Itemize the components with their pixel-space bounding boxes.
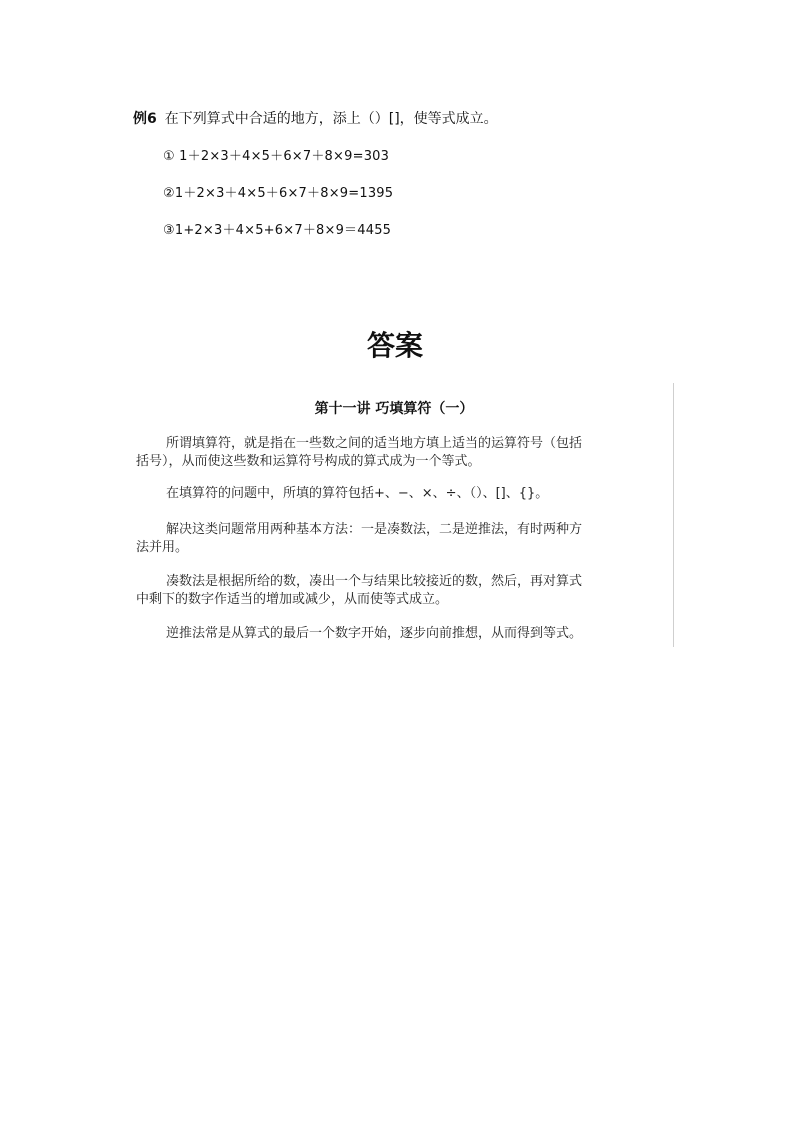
answer-heading: 答案 — [367, 329, 424, 362]
equation-2: ②1＋2×3＋4×5＋6×7＋8×9=1395 — [163, 186, 394, 201]
example-label: 例6 — [133, 111, 157, 127]
paragraph-4-line-1: 凑数法是根据所给的数，凑出一个与结果比较接近的数，然后，再对算式 — [166, 574, 583, 589]
section-title: 第十一讲 巧填算符（一） — [314, 401, 474, 417]
equation-1: ① 1＋2×3＋4×5＋6×7＋8×9=303 — [163, 149, 390, 164]
example-instruction: 在下列算式中合适的地方，添上（）[]，使等式成立。 — [164, 111, 498, 127]
paragraph-4-line-2: 中剩下的数字作适当的增加或减少，从而使等式成立。 — [136, 592, 449, 607]
equation-3: ③1+2×3＋4×5+6×7＋8×9＝4455 — [163, 223, 392, 238]
paragraph-1-line-2: 括号），从而使这些数和运算符号构成的算式成为一个等式。 — [136, 454, 481, 469]
paragraph-1-line-1: 所谓填算符，就是指在一些数之间的适当地方填上适当的运算符号（包括 — [166, 436, 583, 451]
paragraph-3-line-2: 法并用。 — [136, 540, 189, 555]
paragraph-2: 在填算符的问题中，所填的算符包括+、−、×、÷、（）、[]、{}。 — [166, 486, 549, 501]
example-heading — [133, 110, 498, 128]
answer-excerpt-panel — [120, 383, 674, 647]
paragraph-3-line-1: 解决这类问题常用两种基本方法：一是凑数法，二是逆推法，有时两种方 — [166, 522, 583, 537]
paragraph-5: 逆推法常是从算式的最后一个数字开始，逐步向前推想，从而得到等式。 — [166, 626, 583, 641]
